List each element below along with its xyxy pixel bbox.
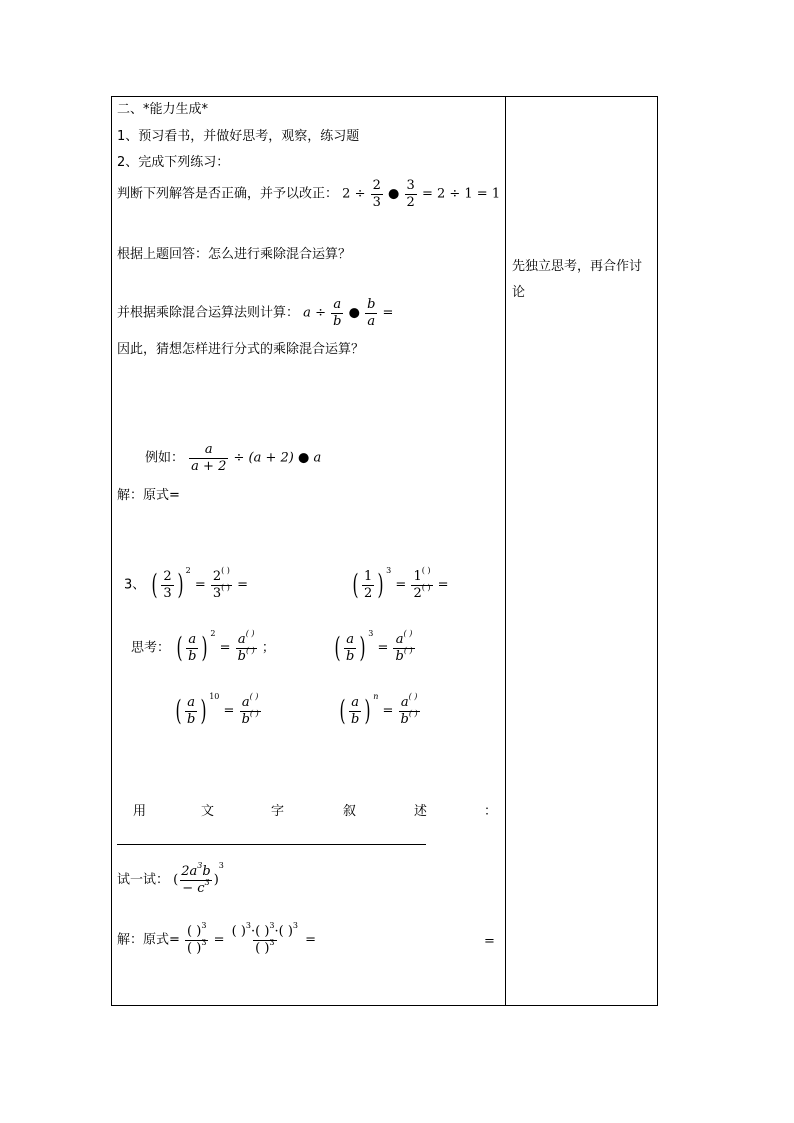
think-expr-4: ( $\frac{a}{b}$ ) $^n$ = $\frac{a^{( )}}{b^{( )}}$ — [339, 692, 418, 728]
describe-char: 文 — [201, 804, 215, 819]
solution-label: 解：原式= — [117, 488, 180, 503]
fraction: $\frac{a}{b}$ — [333, 297, 342, 329]
fraction: $\frac{b}{a}$ — [367, 297, 376, 329]
think-expr-1: 思考： ( $\frac{a}{b}$ ) $^2$ = $\frac{a^{( )}}{b^{( )}}$ ； — [131, 629, 275, 665]
side-note-line-2: 论 — [512, 285, 526, 300]
describe-char: ： — [484, 804, 498, 819]
describe-char: 叙 — [343, 804, 357, 819]
item-2: 2、完成下列练习： — [117, 155, 230, 170]
answer-question: 根据上题回答：怎么进行乘除混合运算？ — [117, 247, 352, 262]
section-title: 二、*能力生成* — [117, 102, 209, 117]
answer-line — [117, 844, 426, 845]
column-divider — [505, 97, 506, 1005]
calc-question: 并根据乘除混合运算法则计算： a ÷ $\frac{a}{b}$ ● $\frac{b}{a}$ = — [117, 297, 394, 329]
side-note-line-1: 先独立思考，再合作讨 — [512, 259, 643, 274]
guess-question: 因此，猜想怎样进行分式的乘除混合运算？ — [117, 342, 365, 357]
fraction: $\frac{3}{2}$ — [406, 178, 415, 210]
final-equals: = — [484, 934, 495, 949]
q3-expr-1: 3、 ( $\frac{2}{3}$ ) $^2$ = $\frac{2^{( )}}{3^{( )}}$ = — [124, 566, 248, 602]
describe-char: 述 — [414, 804, 428, 819]
think-expr-2: ( $\frac{a}{b}$ ) $^3$ = $\frac{a^{( )}}{b^{( )}}$ — [334, 629, 413, 665]
try-expr: 试一试： ( $\frac{2a^3b}{- c^3}$ )$^3$ — [117, 861, 224, 896]
judge-question: 判断下列解答是否正确，并予以改正： 2 ÷ $\frac{2}{3}$ ● $\frac{3}{2}$ = 2 ÷ 1 = 1 — [117, 178, 501, 210]
solution2-expr: 解：原式= $\frac{( )^3}{( )^3}$ = $\frac{( )^3\cdot( )^3\cdot( )^3}{( )^3}$ = — [117, 921, 317, 956]
describe-char: 字 — [271, 804, 285, 819]
q3-expr-2: ( $\frac{1}{2}$ ) $^3$ = $\frac{1^{( )}}{2^{( )}}$ = — [352, 566, 449, 602]
example: 例如： $\frac{a}{a + 2}$ ÷ (a + 2) ● a — [145, 442, 322, 474]
judge-text: 判断下列解答是否正确，并予以改正： — [117, 186, 339, 202]
item-1: 1、预习看书，并做好思考，观察，练习题 — [117, 129, 360, 144]
fraction: $\frac{a}{a + 2}$ — [191, 442, 227, 474]
fraction: $\frac{2}{3}$ — [372, 178, 381, 210]
describe-char: 用 — [133, 804, 147, 819]
think-expr-3: ( $\frac{a}{b}$ ) $^{10}$ = $\frac{a^{( )}}{b^{( )}}$ — [175, 692, 259, 728]
